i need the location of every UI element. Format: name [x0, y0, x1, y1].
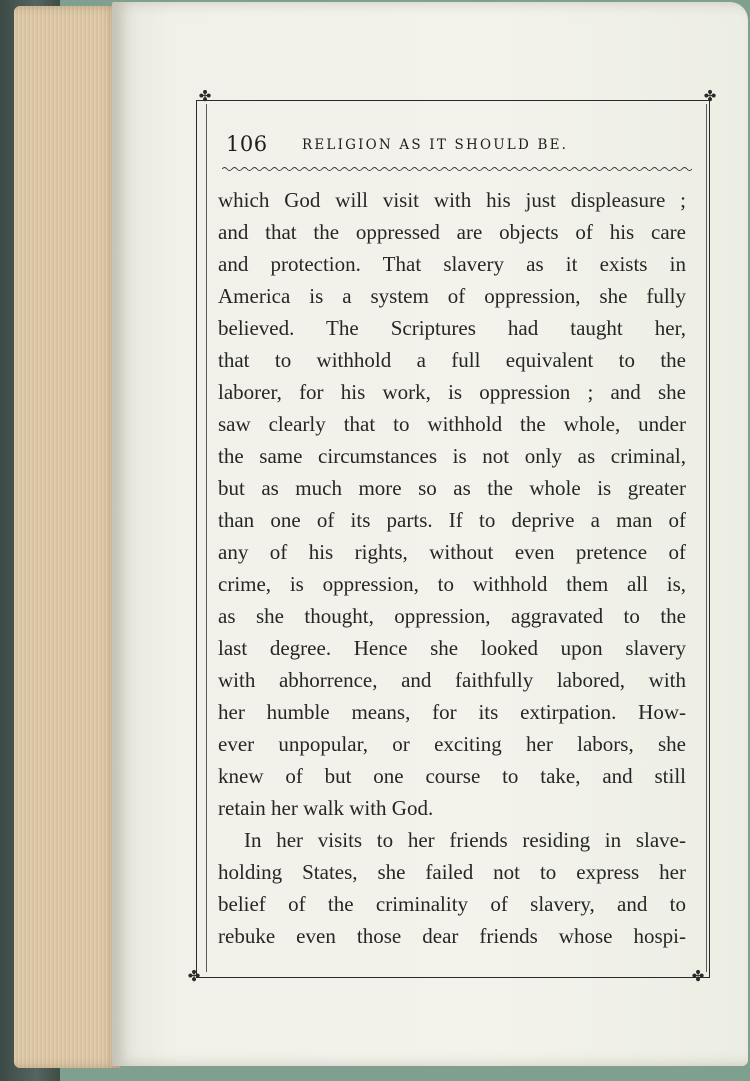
text-line: her humble means, for its extirpation. How-: [218, 700, 686, 724]
text-line: believed. The Scriptures had taught her,: [218, 316, 686, 340]
running-header: [226, 130, 696, 160]
text-line: any of his rights, without even pretence of: [218, 540, 686, 564]
text-line: America is a system of oppression, she fully: [218, 284, 686, 308]
text-line: laborer, for his work, is oppression ; and she: [218, 380, 686, 404]
text-line: last degree. Hence she looked upon slavery: [218, 636, 686, 660]
text-line: retain her walk with God.: [218, 796, 434, 820]
text-line: the same circumstances is not only as criminal,: [218, 444, 686, 468]
text-line: that to withhold a full equivalent to the: [218, 348, 686, 372]
text-line: but as much more so as the whole is greater: [218, 476, 686, 500]
text-line: as she thought, oppression, aggravated to the: [218, 604, 686, 628]
text-line: and that the oppressed are objects of his care: [218, 220, 686, 244]
header-wavy-rule: [222, 166, 692, 172]
page-edges: [14, 6, 120, 1068]
corner-ornament-icon: ✤: [691, 967, 705, 985]
text-line: rebuke even those dear friends whose hospi-: [218, 924, 686, 948]
text-line: which God will visit with his just displeasure ;: [218, 188, 686, 212]
body-text: [218, 184, 686, 952]
text-line: belief of the criminality of slavery, and to: [218, 892, 686, 916]
running-title: RELIGION AS IT SHOULD BE.: [302, 137, 569, 153]
corner-ornament-icon: ✤: [198, 87, 212, 105]
text-line: with abhorrence, and faithfully labored, with: [218, 668, 686, 692]
text-line: ever unpopular, or exciting her labors, she: [218, 732, 686, 756]
text-line: and protection. That slavery as it exists in: [218, 252, 686, 276]
corner-ornament-icon: ✤: [703, 87, 717, 105]
text-line: holding States, she failed not to express her: [218, 860, 686, 884]
text-line: In her visits to her friends residing in slave-: [244, 828, 686, 852]
text-line: knew of but one course to take, and still: [218, 764, 686, 788]
text-line: saw clearly that to withhold the whole, under: [218, 412, 686, 436]
page-number: 106: [226, 132, 268, 156]
text-line: than one of its parts. If to deprive a man of: [218, 508, 686, 532]
corner-ornament-icon: ✤: [187, 967, 201, 985]
text-line: crime, is oppression, to withhold them all is,: [218, 572, 686, 596]
